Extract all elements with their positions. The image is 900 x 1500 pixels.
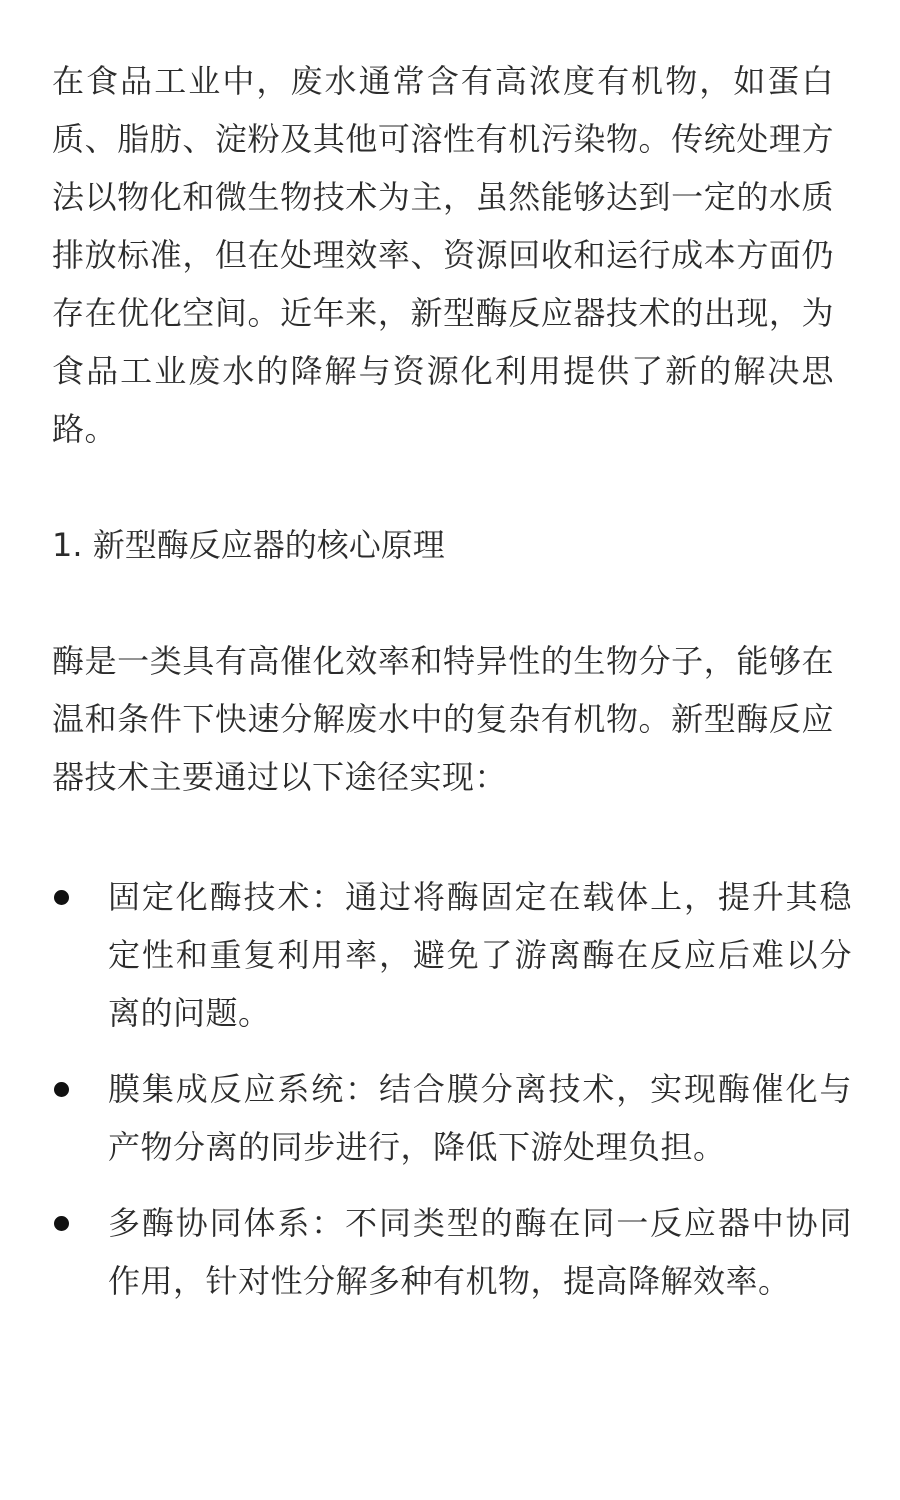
list-item-text: 多酶协同体系：不同类型的酶在同一反应器中协同作用，针对性分解多种有机物，提高降解效率。 [108, 1204, 852, 1300]
bullet-list [52, 868, 852, 1310]
list-item [52, 1060, 852, 1176]
section-paragraph: 酶是一类具有高催化效率和特异性的生物分子，能够在温和条件下快速分解废水中的复杂有机物。新型酶反应器技术主要通过以下途径实现： [52, 642, 834, 796]
list-item-text: 固定化酶技术：通过将酶固定在载体上，提升其稳定性和重复利用率，避免了游离酶在反应后难以分离的问题。 [108, 878, 852, 1032]
section-heading: 1. 新型酶反应器的核心原理 [52, 526, 445, 564]
bullet-icon [54, 1216, 69, 1231]
intro-paragraph: 在食品工业中，废水通常含有高浓度有机物，如蛋白质、脂肪、淀粉及其他可溶性有机污染物。传统处理方法以物化和微生物技术为主，虽然能够达到一定的水质排放标准，但在处理效率、资源回收和运行成本方面仍存在优化空间。近年来，新型酶反应器技术的出现，为食品工业废水的降解与资源化利用提供了新的解决思路。 [52, 62, 834, 448]
bullet-icon [54, 1082, 69, 1097]
bullet-icon [54, 890, 69, 905]
list-item [52, 1194, 852, 1310]
list-item [52, 868, 852, 1042]
list-item-text: 膜集成反应系统：结合膜分离技术，实现酶催化与产物分离的同步进行，降低下游处理负担。 [108, 1070, 852, 1166]
